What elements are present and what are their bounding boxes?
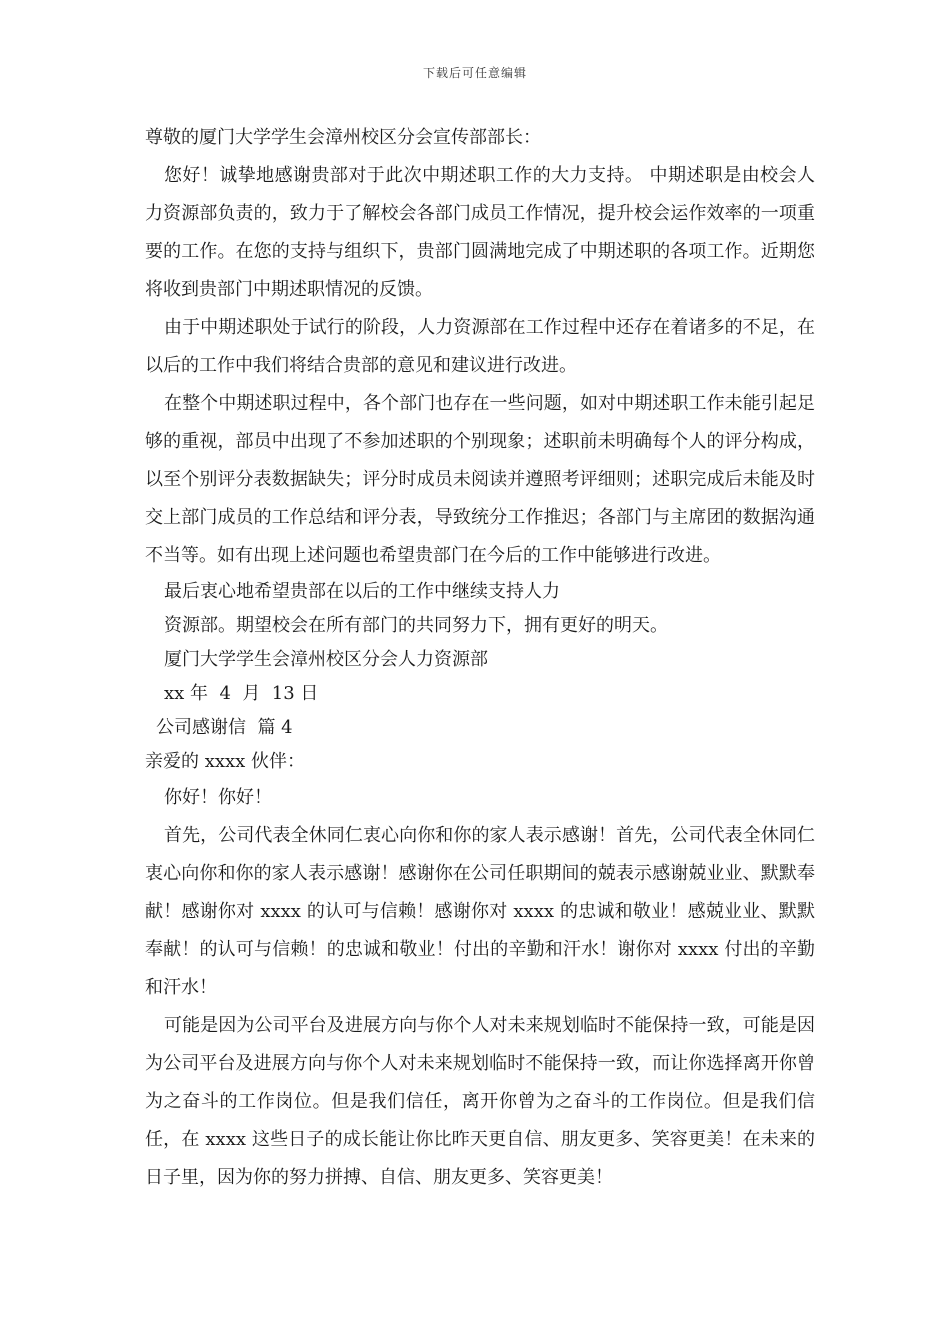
letter1-closing-line-1: 最后衷心地希望贵部在以后的工作中继续支持人力: [164, 581, 560, 602]
letter1-paragraph-2: 由于中期述职处于试行的阶段，人力资源部在工作过程中还存在着诸多的不足，在以后的工作中我们将结合贵部的意见和建议进行改进。: [145, 317, 815, 376]
letter1-closing-line-2: 资源部。期望校会在所有部门的共同努力下，拥有更好的明天。: [164, 615, 668, 636]
letter1-salutation: 尊敬的厦门大学学生会漳州校区分会宣传部部长：: [145, 127, 541, 148]
letter2-salutation: 亲爱的 xxxx 伙伴：: [145, 751, 306, 772]
letter1-signature: 厦门大学学生会漳州校区分会人力资源部: [164, 649, 488, 670]
letter1-paragraph-1: 您好！诚挚地感谢贵部对于此次中期述职工作的大力支持。 中期述职是由校会人力资源部负责的，致力于了解校会各部门成员工作情况，提升校会运作效率的一项重要的工作。在您的支持与组织下，贵部门圆满地完成了中期述职的各项工作。近期您将收到贵部门中期述职情况的反馈。: [145, 165, 815, 300]
letter1-date: xx 年 4 月 13 日: [164, 683, 319, 704]
section-title: 公司感谢信 篇 4: [156, 717, 293, 738]
document-body: [145, 119, 815, 1197]
page-header: 下载后可任意编辑: [422, 66, 527, 80]
letter2-greeting: 你好！你好！: [164, 787, 272, 808]
letter2-paragraph-2: 可能是因为公司平台及进展方向与你个人对未来规划临时不能保持一致，可能是因为公司平台及进展方向与你个人对未来规划临时不能保持一致，而让你选择离开你曾为之奋斗的工作岗位。但是我们信任，离开你曾为之奋斗的工作岗位。但是我们信任，在 xxxx 这些日子的成长能让你比昨天更自信、朋友更多、笑容更美！在未来的日子里，因为你的努力拼搏、自信、朋友更多、笑容更美！: [145, 1015, 815, 1188]
letter1-paragraph-3: 在整个中期述职过程中，各个部门也存在一些问题，如对中期述职工作未能引起足够的重视，部员中出现了不参加述职的个别现象；述职前未明确每个人的评分构成，以至个别评分表数据缺失；评分时成员未阅读并遵照考评细则；述职完成后未能及时交上部门成员的工作总结和评分表，导致统分工作推迟；各部门与主席团的数据沟通不当等。如有出现上述问题也希望贵部门在今后的工作中能够进行改进。: [145, 393, 815, 566]
letter2-paragraph-1: 首先，公司代表全休同仁衷心向你和你的家人表示感谢！首先，公司代表全休同仁衷心向你和你的家人表示感谢！感谢你在公司任职期间的兢表示感谢兢业业、默默奉献！感谢你对 xxxx 的认可与信赖！感谢你对 xxxx 的忠诚和敬业！感兢业业、默默奉献！的认可与信赖！的忠诚和敬业！付出的辛勤和汗水！谢你对 xxxx 付出的辛勤和汗水！: [145, 825, 815, 998]
